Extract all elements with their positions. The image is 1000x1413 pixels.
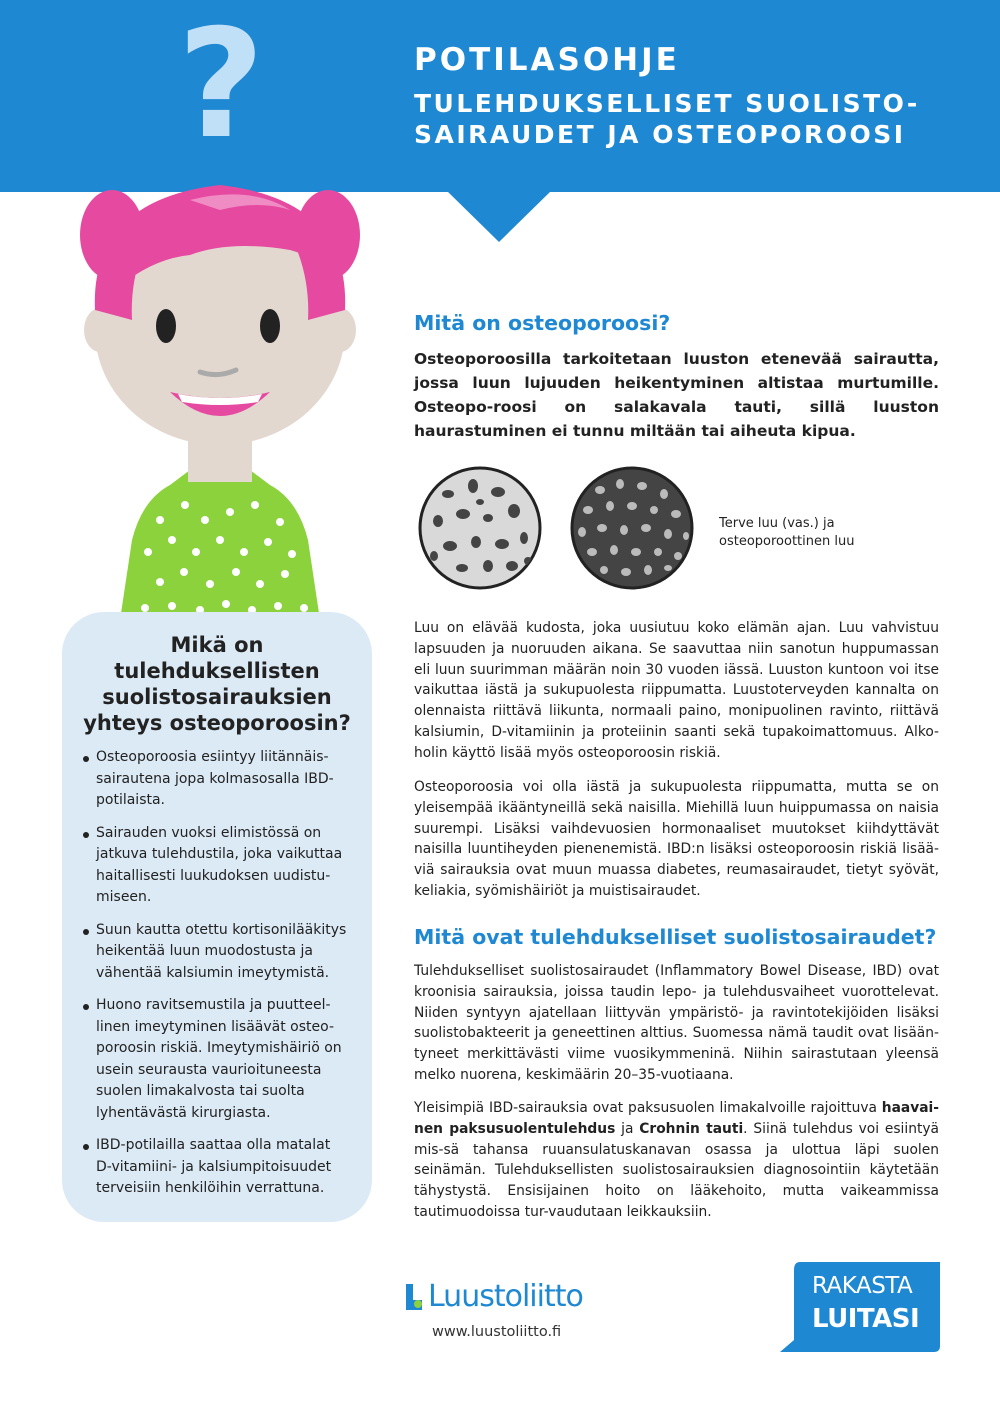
bone-caption-line1: Terve luu (vas.) ja <box>719 516 835 531</box>
question-mark-icon: ? <box>177 0 265 172</box>
section2-text: Yleisimpiä IBD-sairauksia ovat paksusuolen limakalvoille rajoittuva <box>414 1100 882 1116</box>
section1-lead: Osteoporoosilla tarkoitetaan luuston etenevää sairautta, jossa luun lujuuden heikentyminen altistaa murtumille. Osteopo-roosi on salakavala tauti, sillä luuston haurastuminen ei tunnu miltään tai aiheuta kipua. <box>414 350 939 440</box>
luustoliitto-logo[interactable] <box>406 1278 606 1318</box>
section2-text: ja <box>615 1120 640 1137</box>
section2-heading: Mitä ovat tulehdukselliset suolistosairaudet? <box>414 925 937 949</box>
sidebar-list-item: Osteoporoosia esiintyy liitännäis-sairautena jopa kolmasosalla IBD-potilaista. <box>82 747 350 812</box>
page-title: POTILASOHJE <box>414 42 680 78</box>
page-subtitle-line2: SAIRAUDET JA OSTEOPOROOSI <box>414 120 906 149</box>
sidebar-list-item: Sairauden vuoksi elimistössä on jatkuva tulehdustila, joka vaikuttaa haitallisesti luukudoksen uudistu-miseen. <box>82 823 350 909</box>
badge-line1: RAKASTA <box>812 1273 913 1299</box>
section2-text: . Siinä tulehdus voi esiintyä mis-sä tahansa ruuansulatuskanavan osassa ja ulottua läpi suolen seinämän. Tulehduksellisten suolistosairauksien diagnosointiin käytetään tähystystä. Ensisijainen hoito on lääkehoito, mutta vaikeammissa tautimuodoissa tur-vaudutaan leikkauksiin. <box>414 1120 939 1220</box>
website-link[interactable]: www.luustoliitto.fi <box>432 1324 562 1340</box>
page-subtitle-line1: TULEHDUKSELLISET SUOLISTO- <box>414 89 920 118</box>
osteoporotic-bone-image <box>572 468 692 588</box>
section1-paragraph2: Osteoporoosia voi olla iästä ja sukupuolesta riippumatta, mutta se on yleisempää ikääntyneillä sekä naisilla. Miehillä luun huippumassa on naisia suurempi. Lisäksi vaihdevuosien hormonaaliset muutokset kiihdyttävät naisilla luuntiheyden pienenemistä. IBD:n lisäksi osteoporoosin riskiä lisää-viä sairauksia ovat muun muassa diabetes, reumasairaudet, tietyt syövät, keliakia, syömishäiriöt ja muistisairaudet. <box>414 779 939 899</box>
healthy-bone-image <box>420 468 540 588</box>
girl-illustration <box>60 140 380 620</box>
badge-line2: LUITASI <box>812 1304 920 1334</box>
sidebar-list-item: IBD-potilailla saattaa olla matalat D-vitamiini- ja kalsiumpitoisuudet terveisiin henkilöihin verrattuna. <box>82 1135 350 1200</box>
section1-paragraph1: Luu on elävää kudosta, joka uusiutuu koko elämän ajan. Luu vahvistuu lapsuuden ja nuoruuden aikana. Se saavuttaa niin sanotun huppumassan eli luun suurimman määrän noin 30 vuoden iässä. Luuston kuntoon voi itse vaikuttaa iästä ja sukupuolesta riippumatta. Luustoterveyden kannalta on olennaista riittävä liikunta, normaali paino, monipuolinen ravinto, riittävä kalsiumin, D-vitamiinin ja proteiinin saanti sekä tupakoimattomuus. Alko-holin käyttö lisää myös osteoporoosin riskiä. <box>414 620 939 761</box>
section2-bold-term: haavai-nen paksusuolentulehdus <box>414 1100 939 1137</box>
bone-caption-line2: osteoporoottinen luu <box>719 534 855 549</box>
logo-text: Luustoliitto <box>428 1279 583 1314</box>
sidebar-list-item: Huono ravitsemustila ja puutteel-linen imeytyminen lisäävät osteo-poroosin riskiä. Imeytymishäiriö on usein seurausta vaurioituneesta suolen limakalvosta tai suolta lyhentävästä kirurgiasta. <box>82 995 350 1124</box>
banner-notch <box>446 190 552 242</box>
bone-image-caption <box>719 515 899 551</box>
section2-paragraph1: Tulehdukselliset suolistosairaudet (Inflammatory Bowel Disease, IBD) ovat kroonisia sairauksia, joissa taudin lepo- ja tulehdusvaiheet vuorottelevat. Niiden syntyyn ajatellaan liittyvän ympäristö- ja ravintotekijöiden lisäksi suolistobakteerit ja geneettinen alttius. Suomessa nämä taudit ovat lisään-tyneet merkittävästi viime vuosikymmeninä. Niihin sairastutaan yleensä melko nuorena, keskimäärin 20–35-vuotiaana. <box>414 963 939 1083</box>
luustoliitto-logo-icon <box>406 1284 424 1310</box>
section2-bold-term: Crohnin tauti <box>639 1120 744 1137</box>
section1-heading: Mitä on osteoporoosi? <box>414 311 671 335</box>
section2-paragraph2 <box>414 1098 939 1223</box>
sidebar-heading: Mikä on tulehduksellisten suolistosairauksien yhteys osteoporoosin? <box>83 633 351 735</box>
page-subtitle <box>414 88 984 150</box>
sidebar-list-item: Suun kautta otettu kortisonilääkitys heikentää luun muodostusta ja vähentää kalsiumin imeytymistä. <box>82 920 350 985</box>
bone-comparison-image <box>418 466 708 596</box>
sidebar-list <box>82 747 350 1211</box>
